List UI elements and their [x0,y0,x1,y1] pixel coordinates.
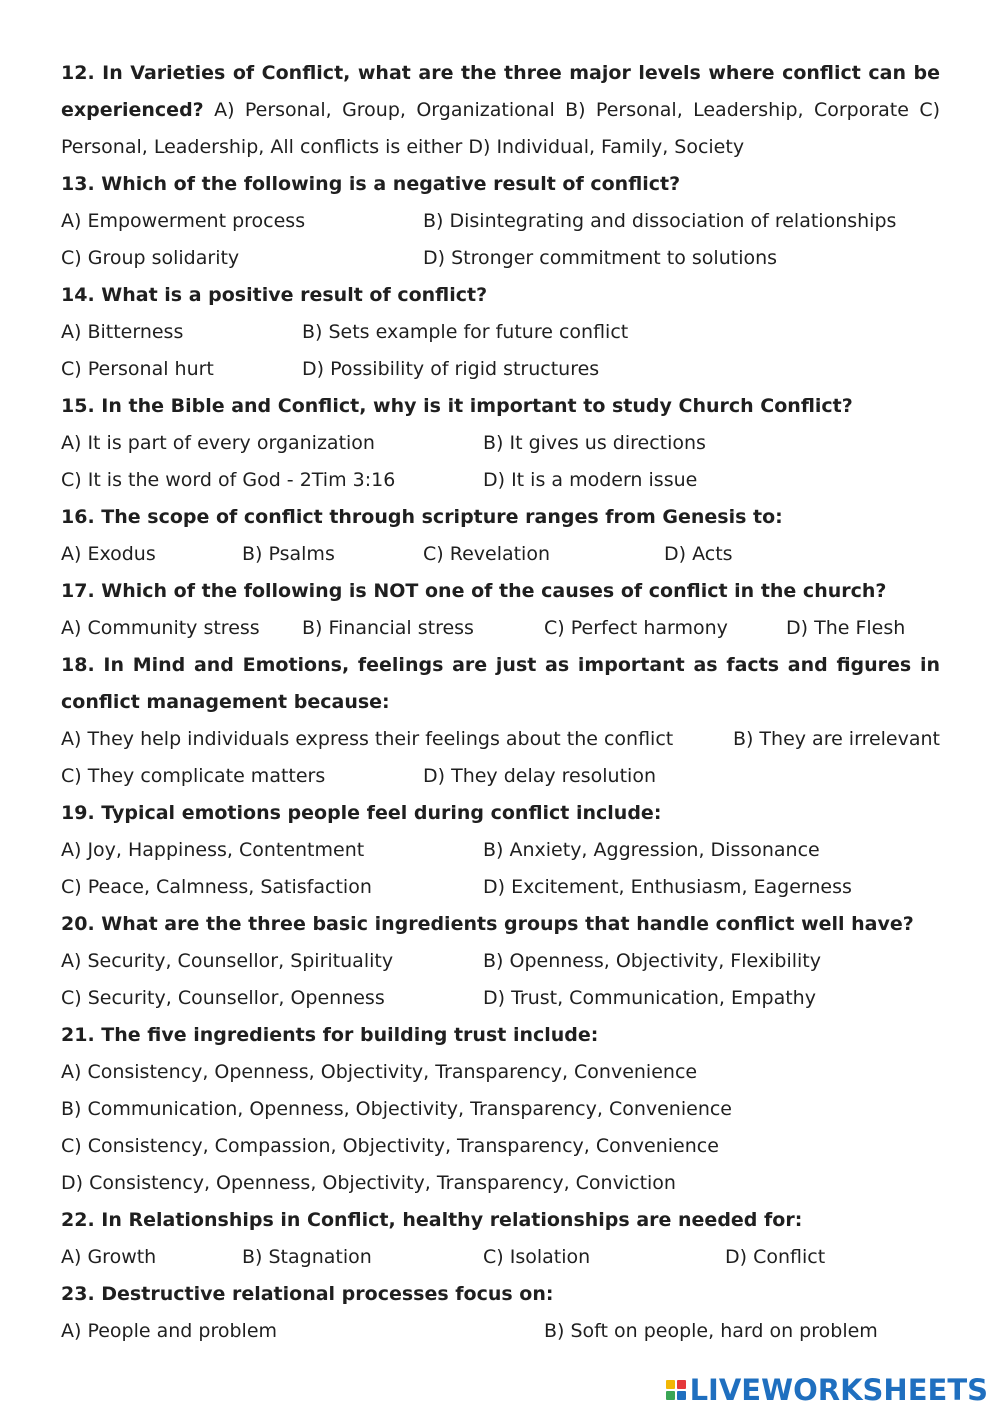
question-15-row-2 [61,462,940,499]
option-b[interactable]: B) They are irrelevant [732,728,940,750]
option-c[interactable]: C) Peace, Calmness, Satisfaction [61,876,372,898]
option-c[interactable]: C) Isolation [483,1246,591,1268]
option-d[interactable]: D) Trust, Communication, Empathy [483,987,816,1009]
option-c[interactable]: C) It is the word of God - 2Tim 3:16 [61,469,396,491]
option-a[interactable]: A) It is part of every organization [61,432,375,454]
question-18-row-2 [61,758,940,795]
question-19: 19. Typical emotions people feel during conflict include: [61,802,662,824]
option-a[interactable]: A) Empowerment process [61,210,306,232]
option-b[interactable]: B) Communication, Openness, Objectivity, Transparency, Convenience [61,1098,732,1120]
question-21: 21. The five ingredients for building trust include: [61,1024,599,1046]
option-b[interactable]: B) Disintegrating and dissociation of relationships [423,210,897,232]
option-a[interactable]: A) Bitterness [61,321,184,343]
option-d[interactable]: D) Consistency, Openness, Objectivity, Transparency, Conviction [61,1172,676,1194]
option-d[interactable]: D) Acts [664,543,733,565]
question-13-row-1 [61,203,940,240]
option-d[interactable]: D) The Flesh [786,617,906,639]
question-18-row-1 [61,721,940,758]
question-18 [61,647,940,721]
question-20-row-2 [61,980,940,1017]
question-22-row [61,1239,940,1276]
option-a[interactable]: A) Growth [61,1246,157,1268]
option-a[interactable]: A) People and problem [61,1320,278,1342]
option-d[interactable]: D) Possibility of rigid structures [302,358,600,380]
option-c[interactable]: C) Consistency, Compassion, Objectivity, Transparency, Convenience [61,1135,719,1157]
question-16: 16. The scope of conflict through scripture ranges from Genesis to: [61,506,783,528]
question-15-row-1 [61,425,940,462]
option-b[interactable]: B) Anxiety, Aggression, Dissonance [483,839,820,861]
liveworksheets-logo [666,1373,988,1407]
question-20-row-1 [61,943,940,980]
question-16-row [61,536,940,573]
liveworksheets-logo-text: LIVEWORKSHEETS [689,1373,988,1407]
option-c[interactable]: C) Security, Counsellor, Openness [61,987,385,1009]
option-a[interactable]: A) Community stress [61,617,260,639]
option-c[interactable]: C) They complicate matters [61,765,326,787]
option-b[interactable]: B) Soft on people, hard on problem [544,1320,878,1342]
question-12 [61,55,940,166]
question-13: 13. Which of the following is a negative result of conflict? [61,173,681,195]
question-14: 14. What is a positive result of conflict? [61,284,488,306]
question-14-row-2 [61,351,940,388]
liveworksheets-logo-icon [666,1380,686,1400]
question-13-row-2 [61,240,940,277]
question-19-row-1 [61,832,940,869]
question-18-stem: 18. In Mind and Emotions, feelings are just as important as facts and figures in conflict management because: [61,654,940,713]
question-22: 22. In Relationships in Conflict, healthy relationships are needed for: [61,1209,803,1231]
question-17: 17. Which of the following is NOT one of the causes of conflict in the church? [61,580,887,602]
option-b[interactable]: B) Stagnation [242,1246,372,1268]
question-12-options: A) Personal, Group, Organizational B) Personal, Leadership, Corporate C) Personal, Leadership, All conflicts is either D) Individual, Family, Society [61,99,940,158]
option-b[interactable]: B) It gives us directions [483,432,706,454]
question-12-stem: 12. In Varieties of Conflict, what are the three major levels where conflict can be experienced? [61,62,940,121]
option-b[interactable]: B) Sets example for future conflict [302,321,629,343]
question-20: 20. What are the three basic ingredients groups that handle conflict well have? [61,913,914,935]
option-b[interactable]: B) Financial stress [302,617,474,639]
question-19-row-2 [61,869,940,906]
option-c[interactable]: C) Revelation [423,543,551,565]
option-a[interactable]: A) Consistency, Openness, Objectivity, Transparency, Convenience [61,1061,698,1083]
option-d[interactable]: D) Conflict [725,1246,826,1268]
option-d[interactable]: D) It is a modern issue [483,469,698,491]
option-a[interactable]: A) Exodus [61,543,156,565]
option-a[interactable]: A) Joy, Happiness, Contentment [61,839,365,861]
option-a[interactable]: A) They help individuals express their feelings about the conflict [61,728,674,750]
worksheet-page [61,55,940,1350]
question-17-row [61,610,940,647]
question-23-row [61,1313,940,1350]
option-b[interactable]: B) Psalms [242,543,335,565]
question-23: 23. Destructive relational processes focus on: [61,1283,554,1305]
option-c[interactable]: C) Personal hurt [61,358,214,380]
option-a[interactable]: A) Security, Counsellor, Spirituality [61,950,394,972]
option-d[interactable]: D) They delay resolution [423,765,656,787]
option-d[interactable]: D) Stronger commitment to solutions [423,247,778,269]
option-c[interactable]: C) Group solidarity [61,247,240,269]
option-c[interactable]: C) Perfect harmony [544,617,728,639]
question-14-row-1 [61,314,940,351]
option-d[interactable]: D) Excitement, Enthusiasm, Eagerness [483,876,852,898]
option-b[interactable]: B) Openness, Objectivity, Flexibility [483,950,821,972]
question-15: 15. In the Bible and Conflict, why is it important to study Church Conflict? [61,395,853,417]
